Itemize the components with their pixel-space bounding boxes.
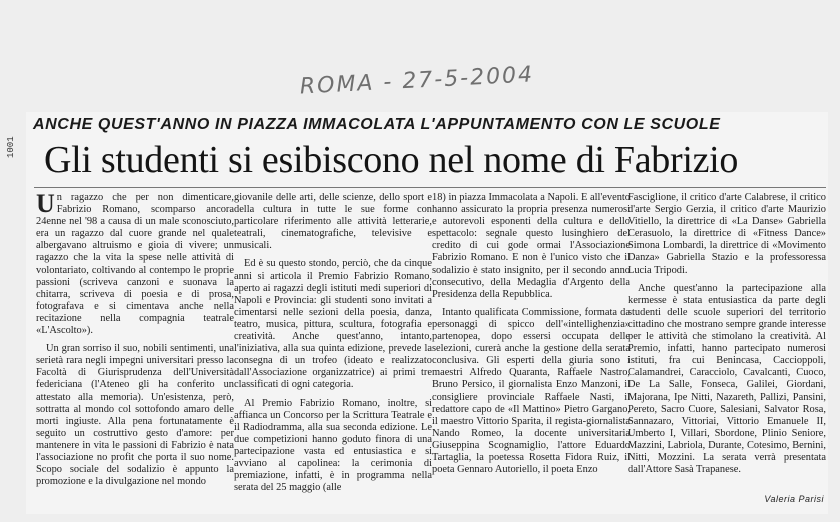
headline-divider (34, 187, 826, 188)
article-column-1 (36, 192, 234, 504)
article-column-4 (628, 192, 826, 504)
article-headline: Gli studenti si esibiscono nel nome di Fabrizio (44, 139, 739, 181)
paragraph: Un gran sorriso il suo, nobili sentimenti, una serietà rara negli impegni universitari presso la Facoltà di Giurisprudenza dell'Università federiciana (l'Ateneo gli ha conferito un attestato alla memoria). Un'esistenza, però, sottratta al mondo col sottofondo amaro delle morti ingiuste. Alla pena fortunatamente è seguito un costruttivo gesto d'amore: per mantenere in vita le passioni di Fabrizio è nata l'associazione no profit che porta il suo nome. Scopo sociale del sodalizio è appunto la promozione e la divulgazione nel mondo (36, 343, 234, 488)
paragraph: Intanto qualificata Commissione, formata da personaggi di spicco dell'«intellighenzia» partenopea, dopo essersi occupata delle selezioni, curerà anche la gestione della serata conclusiva. Gli esperti della giuria sono i maestri Alfredo Quaranta, Raffaele Nastro, Bruno Persico, il giornalista Enzo Manzoni, il consigliere provinciale Raffaele Nasti, il redattore capo de «Il Mattino» Pietro Gargano, il maestro Vittorio Sparita, il regista-giornalista Nando Romeo, la docente universitaria Giuseppina Scognamiglio, l'attore Eduardo Tartaglia, la poetessa Rosetta Fidora Ruiz, il poeta Gennaro Autoriello, il poeta Enzo (432, 306, 630, 476)
handwritten-date: ROMA - 27-5-2004 (299, 62, 535, 100)
drop-cap: U (36, 192, 55, 218)
article-column-2 (234, 192, 432, 504)
article-kicker: ANCHE QUEST'ANNO IN PIAZZA IMMACOLATA L'APPUNTAMENTO CON LE SCUOLE (33, 116, 721, 133)
article-column-3 (432, 192, 630, 504)
paragraph: 18) in piazza Immacolata a Napoli. E all'evento hanno assicurato la propria presenza numerosi e autorevoli esponenti della cultura e dello spettacolo: segnale questo lusinghiero del credito di cui gode ormai l'Associazione Fabrizio Romano. E non è l'unico visto che il sodalizio è stato insignito, per il secondo anno consecutivo, della Medaglia d'Argento della Presidenza della Repubblica. (432, 192, 630, 300)
paragraph: giovanile delle arti, delle scienze, dello sport e della cultura in tutte le sue forme con particolare riferimento alle attività letterarie, teatrali, cinematografiche, televisive e musicali. (234, 192, 432, 252)
author-signature: Valeria Parisi (764, 494, 824, 504)
side-code: 1001 (6, 136, 16, 158)
paragraph (36, 192, 234, 337)
paragraph: Fasciglione, il critico d'arte Calabrese, il critico d'arte Sergio Gerzia, il critico d'arte Maurizio Vitiello, la direttrice di «La Danse» Gabriella Cerasuolo, la direttrice di «Fitness Dance» Simona Lombardi, la direttrice di «Movimento Danza» Gabriella Stazio e la professoressa Lucia Tripodi. (628, 192, 826, 276)
paragraph: Ed è su questo stondo, perciò, che da cinque anni si articola il Premio Fabrizio Romano, aperto ai ragazzi degli istituti medi superiori di Napoli e Provincia: gli studenti sono invitati a cimentarsi nelle sezioni della poesia, danza, teatro, musica, pittura, scultura, fotografia e creatività. Anche quest'anno, intanto, l'iniziativa, alla sua quinta edizione, prevede la consegna di un trofeo (ideato e realizzato dall'Associazione organizzatrice) ai primi tre classificati di ogni categoria. (234, 258, 432, 391)
paragraph: Al Premio Fabrizio Romano, inoltre, si affianca un Concorso per la Scrittura Teatrale e il Radiodramma, alla sua seconda edizione. Le due competizioni hanno goduto finora di una partecipazione vasta ed entusiastica e si avviano al capolinea: la cerimonia di premiazione, infatti, è in programma nella serata del 25 maggio (alle (234, 397, 432, 494)
paragraph-text: n ragazzo che per non dimenticare, Fabrizio Romano, scomparso ancora 24enne nel '98 a causa di un male sconosciuto, era un ragazzo dal cuore grande nel quale albergavano altruismo e gioia di vivere; un ragazzo che la vita la spese nelle attività di volontariato, coltivando al contempo le proprie passioni (scriveva canzoni e suonava la chitarra, scriveva di poesia e di prosa, fotografava e si cimentava anche nella recitazione nella compagnia teatrale «L'Ascolto»). (36, 192, 234, 337)
paragraph: Anche quest'anno la partecipazione alla kermesse è stata entusiastica da parte degli studenti delle scuole superiori del territorio cittadino che mostrano sempre grande interesse per le attività che stimolano la creatività. Al Premio, infatti, hanno partecipato numerosi istituti, fra cui Benincasa, Caccioppoli, Calamandrei, Caracciolo, Cavalcanti, Cuoco, De La Salle, Fonseca, Galilei, Giordani, Majorana, Ipe Nitti, Nazareth, Pallizi, Pansini, Pereto, Sacro Cuore, Salesiani, Salvator Rosa, Sannazaro, Vittoriai, Vittorio Emanuele II, Umberto I, Villari, Sbordone, Plinio Seniore, Mazzini, Labriola, Durante, Cotesimo, Bernini, Nitti, Mozzini. La serata verrà presentata dall'Attore Sasà Trapanese. (628, 282, 826, 476)
